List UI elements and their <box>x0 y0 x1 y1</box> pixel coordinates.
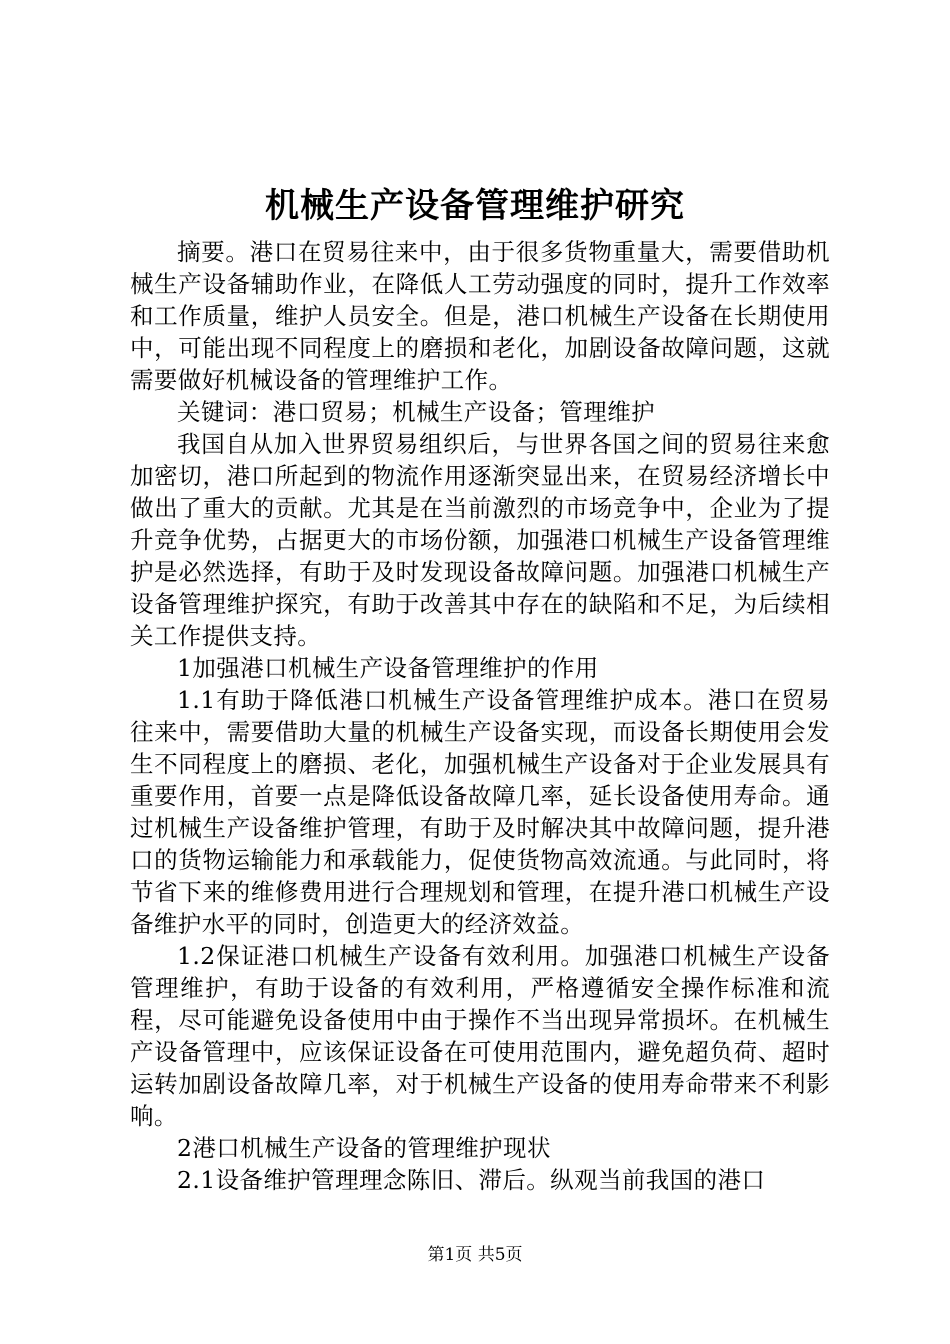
subsection-2-1-paragraph: 2.1设备维护管理理念陈旧、滞后。纵观当前我国的港口 <box>177 1166 766 1194</box>
keywords-paragraph: 关键词：港口贸易；机械生产设备；管理维护 <box>177 398 655 426</box>
page-footer: 第1页 共5页 <box>427 1245 523 1265</box>
document-title: 机械生产设备管理维护研究 <box>265 186 685 226</box>
subsection-1-1-paragraph: 1.1有助于降低港口机械生产设备管理维护成本。港口在贸易往来中，需要借助大量的机械生产设备实现，而设备长期使用会发生不同程度上的磨损、老化，加强机械生产设备对于企业发展具有重要作用，首要一点是降低设备故障几率，延长设备使用寿命。通过机械生产设备维护管理，有助于及时解决其中故障问题，提升港口的货物运输能力和承载能力，促使货物高效流通。与此同时，将节省下来的维修费用进行合理规划和管理，在提升港口机械生产设备维护水平的同时，创造更大的经济效益。 <box>130 686 830 938</box>
document-body <box>130 236 830 1196</box>
abstract-paragraph: 摘要。港口在贸易往来中，由于很多货物重量大，需要借助机械生产设备辅助作业，在降低人工劳动强度的同时，提升工作效率和工作质量，维护人员安全。但是，港口机械生产设备在长期使用中，可能出现不同程度上的磨损和老化，加剧设备故障问题，这就需要做好机械设备的管理维护工作。 <box>130 238 830 394</box>
subsection-1-2-paragraph: 1.2保证港口机械生产设备有效利用。加强港口机械生产设备管理维护，有助于设备的有效利用，严格遵循安全操作标准和流程，尽可能避免设备使用中由于操作不当出现异常损坏。在机械生产设备管理中，应该保证设备在可使用范围内，避免超负荷、超时运转加剧设备故障几率，对于机械生产设备的使用寿命带来不利影响。 <box>130 942 830 1130</box>
section-heading-1: 1加强港口机械生产设备管理维护的作用 <box>177 654 599 682</box>
intro-paragraph: 我国自从加入世界贸易组织后，与世界各国之间的贸易往来愈加密切，港口所起到的物流作用逐渐突显出来，在贸易经济增长中做出了重大的贡献。尤其是在当前激烈的市场竞争中，企业为了提升竞争优势，占据更大的市场份额，加强港口机械生产设备管理维护是必然选择，有助于及时发现设备故障问题。加强港口机械生产设备管理维护探究，有助于改善其中存在的缺陷和不足，为后续相关工作提供支持。 <box>130 430 830 650</box>
section-heading-2: 2港口机械生产设备的管理维护现状 <box>177 1134 551 1162</box>
